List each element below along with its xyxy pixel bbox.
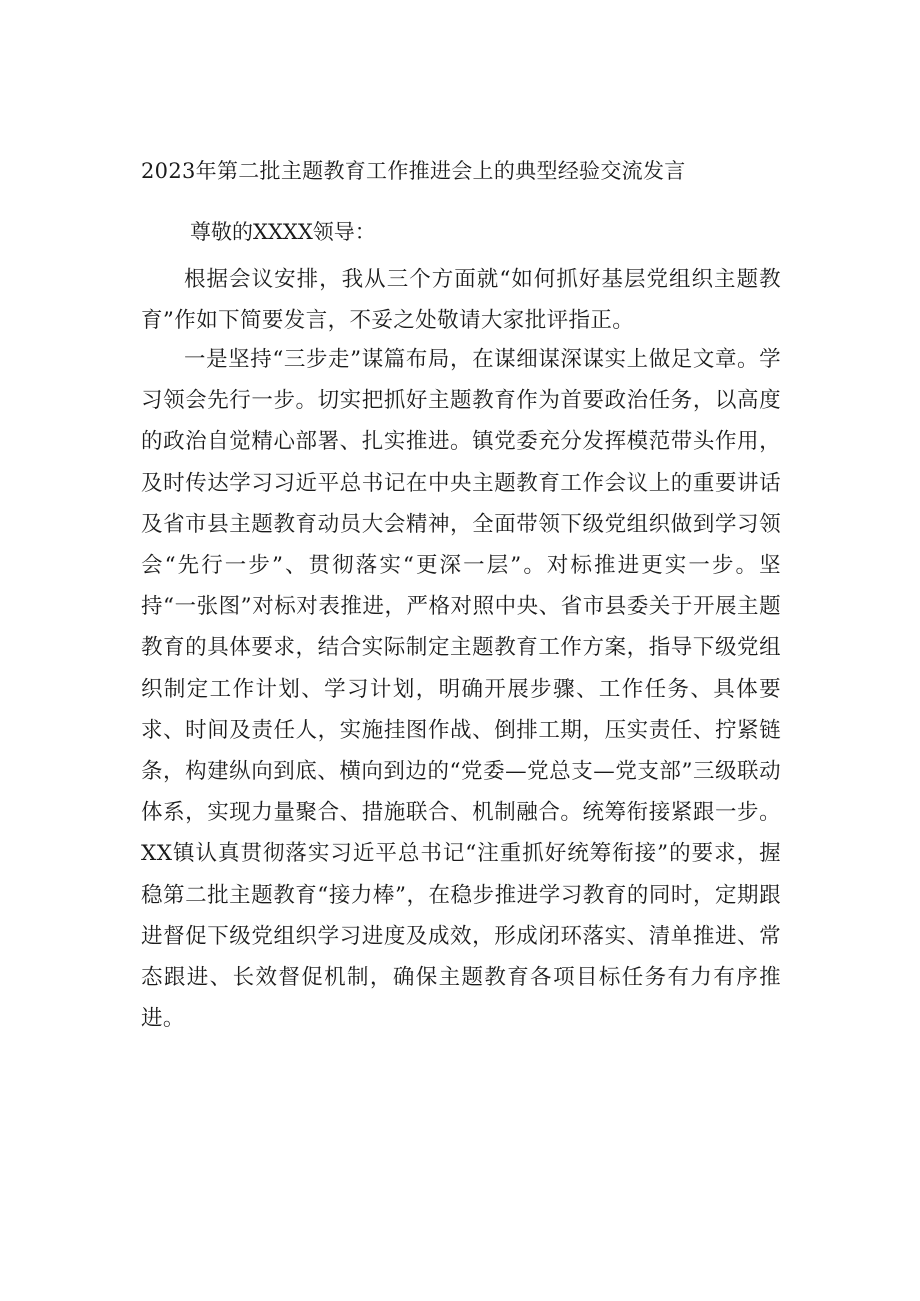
paragraph-intro: 根据会议安排，我从三个方面就“如何抓好基层党组织主题教育”作如下简要发言，不妥之处敬请大家批评指正。 [141, 267, 781, 334]
paragraph-point-one: 一是坚持“三步走”谋篇布局，在谋细谋深谋实上做足文章。学习领会先行一步。切实把抓好主题教育作为首要政治任务，以高度的政治自觉精心部署、扎实推进。镇党委充分发挥模范带头作用，及时传达学习习近平总书记在中央主题教育工作会议上的重要讲话及省市县主题教育动员大会精神，全面带领下级党组织做到学习领会“先行一步”、贯彻落实“更深一层”。对标推进更实一步。坚持“一张图”对标对表推进，严格对照中央、省市县委关于开展主题教育的具体要求，结合实际制定主题教育工作方案，指导下级党组织制定工作计划、学习计划，明确开展步骤、工作任务、具体要求、时间及责任人，实施挂图作战、倒排工期，压实责任、拧紧链条，构建纵向到底、横向到边的“党委—党总支—党支部”三级联动体系，实现力量聚合、措施联合、机制融合。统筹衔接紧跟一步。XX镇认真贯彻落实习近平总书记“注重抓好统筹衔接”的要求，握稳第二批主题教育“接力棒”，在稳步推进学习教育的同时，定期跟进督促下级党组织学习进度及成效，形成闭环落实、清单推进、常态跟进、长效督促机制，确保主题教育各项目标任务有力有序推进。 [141, 347, 781, 1032]
document-title: 2023年第二批主题教育工作推进会上的典型经验交流发言 [141, 159, 686, 183]
salutation: 尊敬的XXXX领导： [190, 220, 376, 244]
